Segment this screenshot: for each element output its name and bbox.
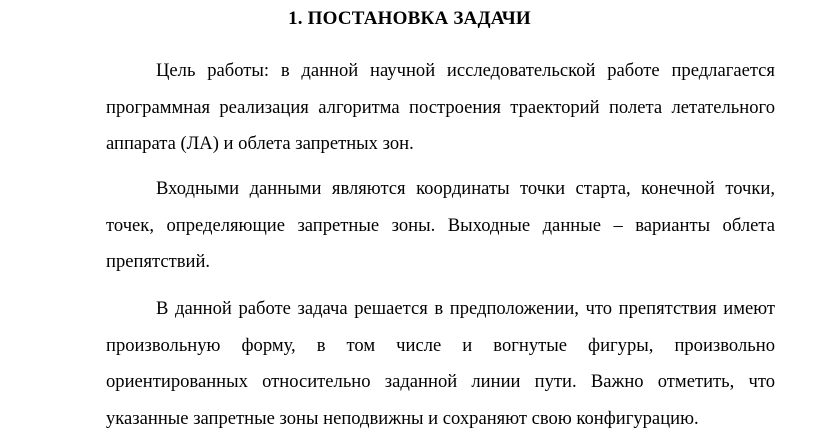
paragraph-input-output: Входными данными являются координаты точки старта, конечной точки, точек, определяющие запретные зоны. Выходные данные – варианты облета препятствий.	[106, 178, 775, 272]
paragraph-assumptions: В данной работе задача решается в предположении, что препятствия имеют произвольную форму, в том числе и вогнутые фигуры, произвольно ориентированных относительно заданной линии пути. Важно отметить, что указанные запретные зоны неподвижны и сохраняют свою конфигурацию.	[106, 298, 775, 429]
paragraph-goal: Цель работы: в данной научной исследовательской работе предлагается программная реализация алгоритма построения траекторий полета летательного аппарата (ЛА) и облета запретных зон.	[106, 60, 775, 154]
section-heading: 1. ПОСТАНОВКА ЗАДАЧИ	[288, 8, 531, 29]
